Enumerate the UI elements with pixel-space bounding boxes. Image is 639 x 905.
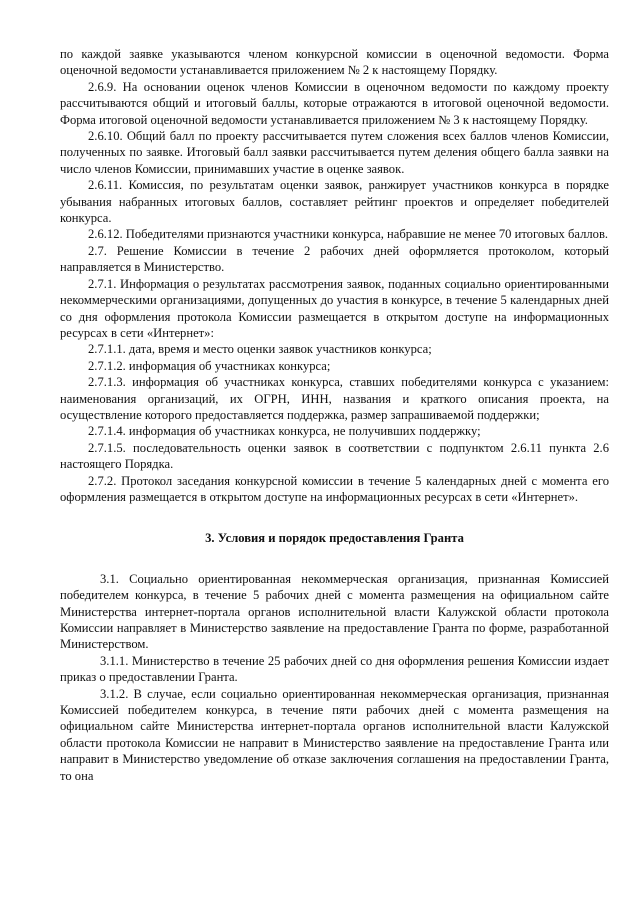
section-heading: 3. Условия и порядок предоставления Гранта — [205, 531, 464, 546]
paragraph-2-7-1-5: 2.7.1.5. последовательность оценки заявок в соответствии с подпунктом 2.6.11 пункта 2.6 настоящего Порядка. — [60, 440, 609, 472]
paragraph-2-7-1-1: 2.7.1.1. дата, время и место оценки заявок участников конкурса; — [88, 342, 432, 357]
paragraph-2-7-1: 2.7.1. Информация о результатах рассмотрения заявок, поданных социально ориентированными некоммерческими организациями, допущенных до участия в конкурсе, в течение 5 календарных дней со дня оформления протокола Комиссии размещается в открытом доступе на информационных ресурсах в сети «Интернет»: — [60, 276, 609, 340]
paragraph-3-1-2: 3.1.2. В случае, если социально ориентированная некоммерческая организация, признанная Комиссией победителем конкурса, в течение пяти рабочих дней с момента размещения на официальном сайте Министерства интернет-портала органов исполнительной власти Калужской области протокола Комиссии не направит в Министерство заявление на предоставление Гранта или направит в Министерство уведомление об отказе заключения соглашения на предоставлении Гранта, то она — [60, 686, 609, 783]
paragraph-3-1: 3.1. Социально ориентированная некоммерческая организация, признанная Комиссией победителем конкурса, в течение 5 рабочих дней с момента размещения на официальном сайте Министерства интернет-портала органов исполнительной власти Калужской области протокола Комиссии направляет в Министерство заявление на предоставление Гранта по форме, разработанной Министерством. — [60, 571, 609, 652]
paragraph-continuation: по каждой заявке указываются членом конкурсной комиссии в оценочной ведомости. Форма оценочной ведомости устанавливается приложением № 2 к настоящему Порядку. — [60, 47, 609, 78]
paragraph-2-7-1-2: 2.7.1.2. информация об участниках конкурса; — [88, 358, 331, 373]
paragraph-2-6-11: 2.6.11. Комиссия, по результатам оценки заявок, ранжирует участников конкурса в порядке убывания набранных итоговых баллов, составляет рейтинг проектов и определяет победителей конкурса. — [60, 178, 609, 226]
paragraph-2-7-1-3: 2.7.1.3. информация об участниках конкурса, ставших победителями конкурса с указанием: наименования организаций, их ОГРН, ИНН, названия и краткого описания проекта, на осуществление которого предоставляется поддержка, размер запрашиваемой поддержки; — [60, 375, 609, 422]
paragraph-2-7-1-4: 2.7.1.4. информация об участниках конкурса, не получивших поддержку; — [88, 424, 481, 439]
paragraph-2-7: 2.7. Решение Комиссии в течение 2 рабочих дней оформляется протоколом, который направляется в Министерство. — [60, 243, 609, 275]
paragraph-2-6-12: 2.6.12. Победителями признаются участники конкурса, набравшие не менее 70 итоговых баллов. — [88, 227, 609, 242]
paragraph-3-1-1: 3.1.1. Министерство в течение 25 рабочих дней со дня оформления решения Комиссии издает приказ о предоставлении Гранта. — [60, 653, 609, 685]
paragraph-2-6-10: 2.6.10. Общий балл по проекту рассчитывается путем сложения всех баллов членов Комиссии, полученных по заявке. Итоговый балл заявки рассчитывается путем деления общего балла заявки на число членов Комиссии, принимавших участие в оценке заявок. — [60, 129, 609, 176]
paragraph-2-6-9: 2.6.9. На основании оценок членов Комиссии в оценочном ведомости по каждому проекту рассчитываются общий и итоговый баллы, которые отражаются в итоговой оценочной ведомости. Форма итоговой оценочной ведомости устанавливается приложением № 3 к настоящему Порядку. — [60, 79, 609, 127]
paragraph-2-7-2: 2.7.2. Протокол заседания конкурсной комиссии в течение 5 календарных дней с момента его оформления размещается в открытом доступе на информационных ресурсах в сети «Интернет». — [60, 473, 609, 504]
